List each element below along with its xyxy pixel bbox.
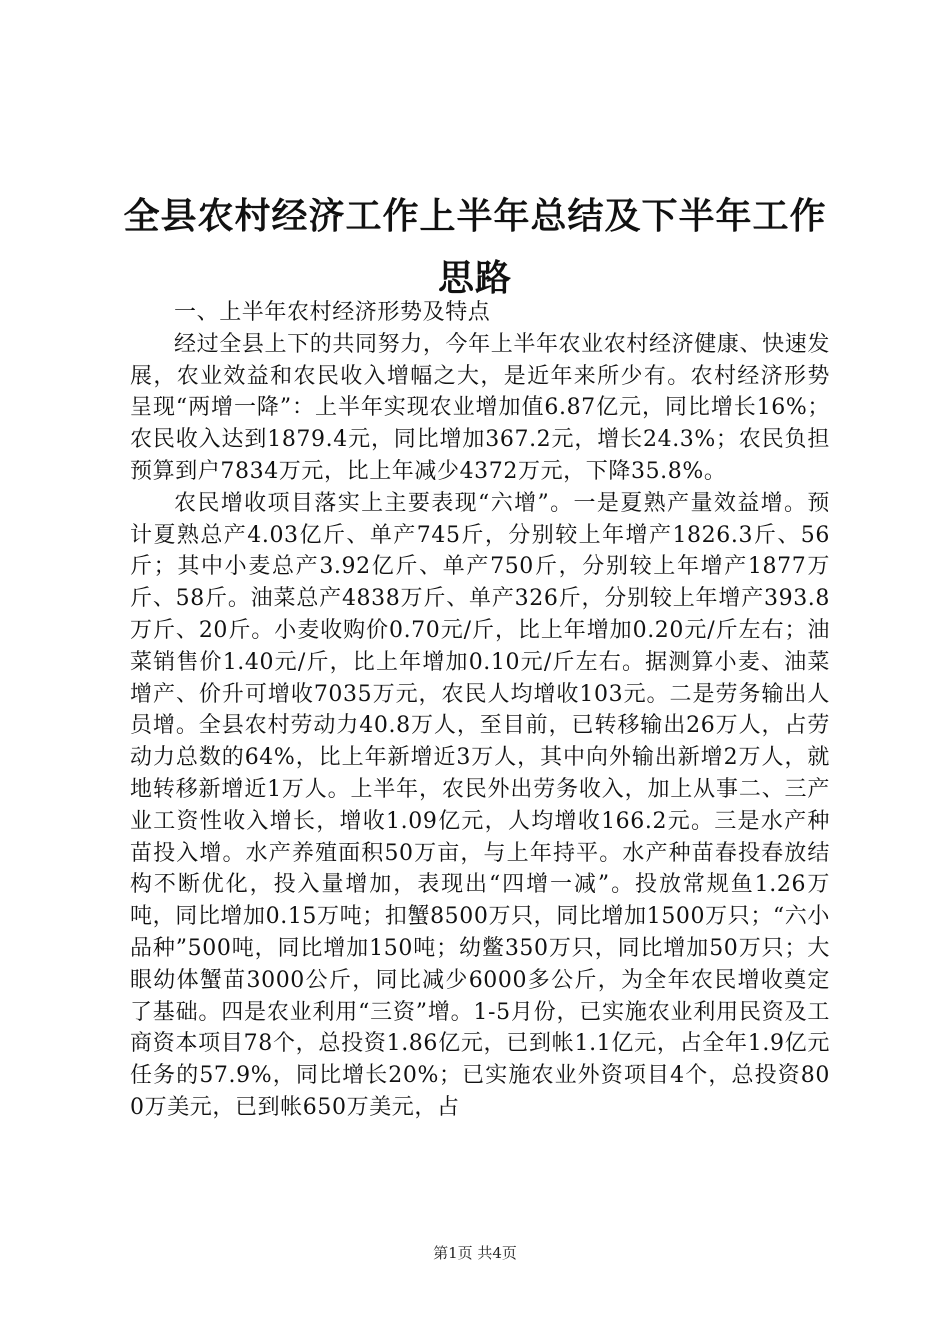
document-body [130, 297, 830, 1124]
section-heading: 一、上半年农村经济形势及特点 [174, 300, 491, 325]
document-title: 全县农村经济工作上半年总结及下半年工作思路 [123, 195, 827, 299]
page-footer: 第1页 共4页 [433, 1244, 517, 1262]
paragraph: 经过全县上下的共同努力，今年上半年农业农村经济健康、快速发展，农业效益和农民收入增幅之大，是近年来所少有。农村经济形势呈现“两增一降”：上半年实现农业增加值6.87亿元，同比增长16%；农民收入达到1879.4元，同比增加367.2元，增长24.3%；农民负担预算到户7834万元，比上年减少4372万元，下降35.8%。 [130, 331, 830, 484]
paragraph: 农民增收项目落实上主要表现“六增”。一是夏熟产量效益增。预计夏熟总产4.03亿斤、单产745斤，分别较上年增产1826.3斤、56斤；其中小麦总产3.92亿斤、单产750斤，分别较上年增产1877万斤、58斤。油菜总产4838万斤、单产326斤，分别较上年增产393.8万斤、20斤。小麦收购价0.70元/斤，比上年增加0.20元/斤左右；油菜销售价1.40元/斤，比上年增加0.10元/斤左右。据测算小麦、油菜增产、价升可增收7035万元，农民人均增收103元。二是劳务输出人员增。全县农村劳动力40.8万人，至目前，已转移输出26万人，占劳动力总数的64%，比上年新增近3万人，其中向外输出新增2万人，就地转移新增近1万人。上半年，农民外出劳务收入，加上从事二、三产业工资性收入增长，增收1.09亿元，人均增收166.2元。三是水产种苗投入增。水产养殖面积50万亩，与上年持平。水产种苗春投春放结构不断优化，投入量增加，表现出“四增一减”。投放常规鱼1.26万吨，同比增加0.15万吨；扣蟹8500万只，同比增加1500万只；“六小品种”500吨，同比增加150吨；幼鳖350万只，同比增加50万只；大眼幼体蟹苗3000公斤，同比减少6000多公斤，为全年农民增收奠定了基础。四是农业利用“三资”增。1-5月份，已实施农业利用民资及工商资本项目78个，总投资1.86亿元，已到帐1.1亿元，占全年1.9亿元任务的57.9%，同比增长20%；已实施农业外资项目4个，总投资800万美元，已到帐650万美元，占 [130, 490, 830, 1120]
